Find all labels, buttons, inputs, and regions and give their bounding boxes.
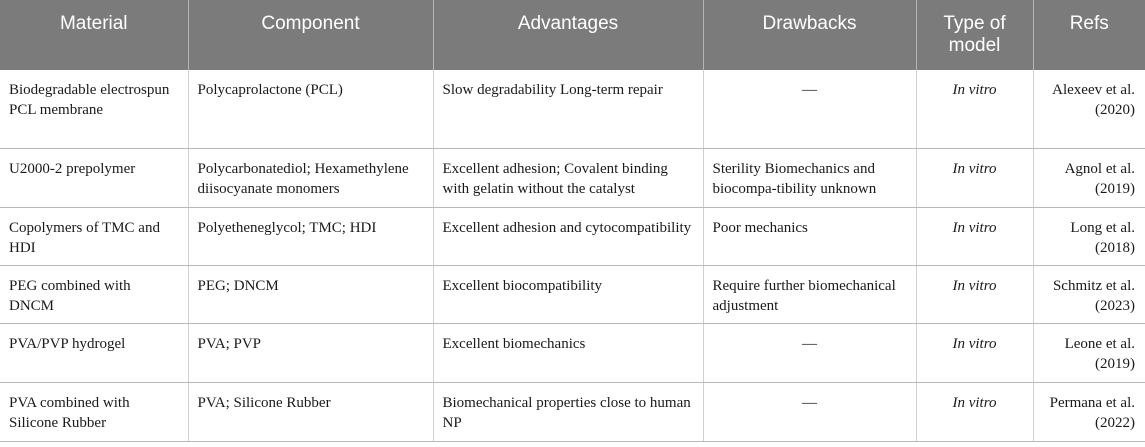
cell-refs: Permana et al. (2022)	[1033, 382, 1145, 441]
header-material: Material	[0, 0, 188, 70]
table-row	[0, 70, 1145, 148]
header-component: Component	[188, 0, 433, 70]
header-refs: Refs	[1033, 0, 1145, 70]
cell-component: Polycarbonatediol; Hexamethylene diisocyanate monomers	[188, 148, 433, 207]
cell-advantages: Slow degradability Long-term repair	[433, 70, 703, 148]
cell-advantages: Biomechanical properties close to human NP	[433, 382, 703, 441]
cell-model: In vitro	[916, 382, 1033, 441]
table-row	[0, 382, 1145, 441]
cell-advantages: Excellent adhesion; Covalent binding with gelatin without the catalyst	[433, 148, 703, 207]
header-drawbacks: Drawbacks	[703, 0, 916, 70]
header-advantages: Advantages	[433, 0, 703, 70]
cell-model: In vitro	[916, 265, 1033, 323]
cell-model: In vitro	[916, 323, 1033, 382]
cell-material: PVA combined with Silicone Rubber	[0, 382, 188, 441]
cell-component: PVA; PVP	[188, 323, 433, 382]
table-row	[0, 207, 1145, 265]
cell-refs: Alexeev et al. (2020)	[1033, 70, 1145, 148]
cell-model: In vitro	[916, 148, 1033, 207]
cell-advantages: Excellent biomechanics	[433, 323, 703, 382]
cell-material: Biodegradable electrospun PCL membrane	[0, 70, 188, 148]
cell-refs: Agnol et al. (2019)	[1033, 148, 1145, 207]
cell-component: PEG; DNCM	[188, 265, 433, 323]
cell-refs: Schmitz et al. (2023)	[1033, 265, 1145, 323]
cell-drawbacks: Poor mechanics	[703, 207, 916, 265]
cell-drawbacks: —	[703, 70, 916, 148]
cell-component: Polyetheneglycol; TMC; HDI	[188, 207, 433, 265]
table-row	[0, 148, 1145, 207]
header-type-of-model: Type of model	[916, 0, 1033, 70]
cell-refs: Long et al. (2018)	[1033, 207, 1145, 265]
cell-component: Polycaprolactone (PCL)	[188, 70, 433, 148]
cell-drawbacks: —	[703, 323, 916, 382]
cell-advantages: Excellent adhesion and cytocompatibility	[433, 207, 703, 265]
header-row	[0, 0, 1145, 70]
cell-drawbacks: Require further biomechanical adjustment	[703, 265, 916, 323]
cell-refs: Leone et al. (2019)	[1033, 323, 1145, 382]
cell-material: PVA/PVP hydrogel	[0, 323, 188, 382]
table-row	[0, 265, 1145, 323]
cell-material: Copolymers of TMC and HDI	[0, 207, 188, 265]
cell-model: In vitro	[916, 70, 1033, 148]
cell-component: PVA; Silicone Rubber	[188, 382, 433, 441]
cell-material: U2000-2 prepolymer	[0, 148, 188, 207]
cell-material: PEG combined with DNCM	[0, 265, 188, 323]
table-row	[0, 323, 1145, 382]
cell-advantages: Excellent biocompatibility	[433, 265, 703, 323]
cell-drawbacks: Sterility Biomechanics and biocompa-tibility unknown	[703, 148, 916, 207]
cell-model: In vitro	[916, 207, 1033, 265]
cell-drawbacks: —	[703, 382, 916, 441]
